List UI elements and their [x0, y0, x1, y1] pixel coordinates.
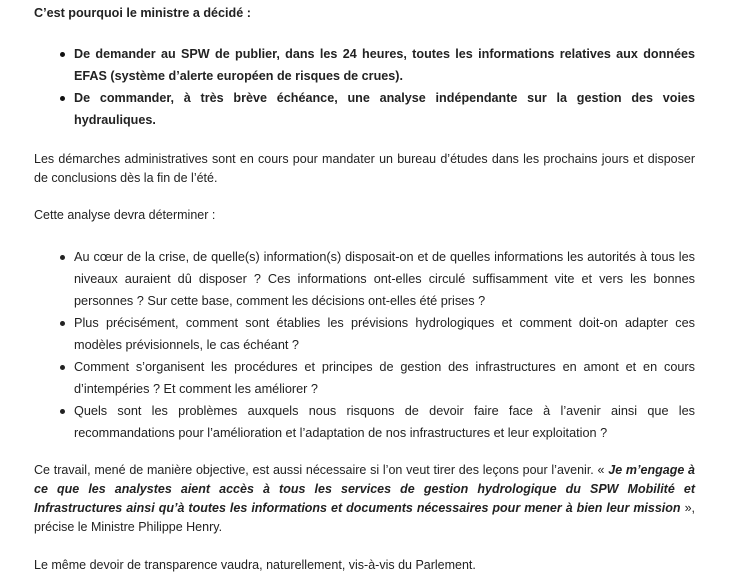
paragraph-analyse-intro: Cette analyse devra déterminer : — [34, 208, 216, 222]
list-item: Comment s’organisent les procédures et principes de gestion des infrastructures en amont et en cours d’intempéries ? Et comment les améliorer ? — [74, 356, 695, 400]
paragraph-travail-tail: », précise le Ministre Philippe Henry. — [34, 501, 695, 534]
paragraph-demarches: Les démarches administratives sont en cours pour mandater un bureau d’études dans les prochains jours et disposer de conclusions dès la fin de l’été. — [34, 152, 695, 185]
paragraph-parlement: Le même devoir de transparence vaudra, naturellement, vis-à-vis du Parlement. — [34, 558, 476, 572]
list-item: De demander au SPW de publier, dans les 24 heures, toutes les informations relatives aux données EFAS (système d’alerte européen de risques de crues). — [74, 43, 695, 87]
list-item: De commander, à très brève échéance, une analyse indépendante sur la gestion des voies hydrauliques. — [74, 87, 695, 131]
list-item: Au cœur de la crise, de quelle(s) information(s) disposait-on et de quelles informations les autorités à tous les niveaux auraient dû disposer ? Ces informations ont-elles circulé suffisamment vite et vers les bonnes personnes ? Sur cette base, comment les décisions ont-elles été prises ? — [74, 246, 695, 312]
minister-quote: Je m’engage à ce que les analystes aient accès à tous les services de gestion hydrologique du SPW Mobilité et Infrastructures ainsi qu’à toutes les informations et documents nécessaires pour mener à bien leur mission — [34, 463, 695, 515]
analysis-points-list — [74, 246, 695, 444]
list-item: Plus précisément, comment sont établies les prévisions hydrologiques et comment doit-on adapter ces modèles prévisionnels, le cas échéant ? — [74, 312, 695, 356]
paragraph-travail — [34, 461, 695, 537]
section-heading: C’est pourquoi le ministre a décidé : — [34, 6, 251, 20]
paragraph-travail-lead: Ce travail, mené de manière objective, est aussi nécessaire si l’on veut tirer des leçons pour l’avenir. « — [34, 463, 609, 477]
list-item: Quels sont les problèmes auxquels nous risquons de devoir faire face à l’avenir ainsi que les recommandations pour l’amélioration et l’adaptation de nos infrastructures et leur exploitation ? — [74, 400, 695, 444]
decisions-list — [74, 43, 695, 131]
